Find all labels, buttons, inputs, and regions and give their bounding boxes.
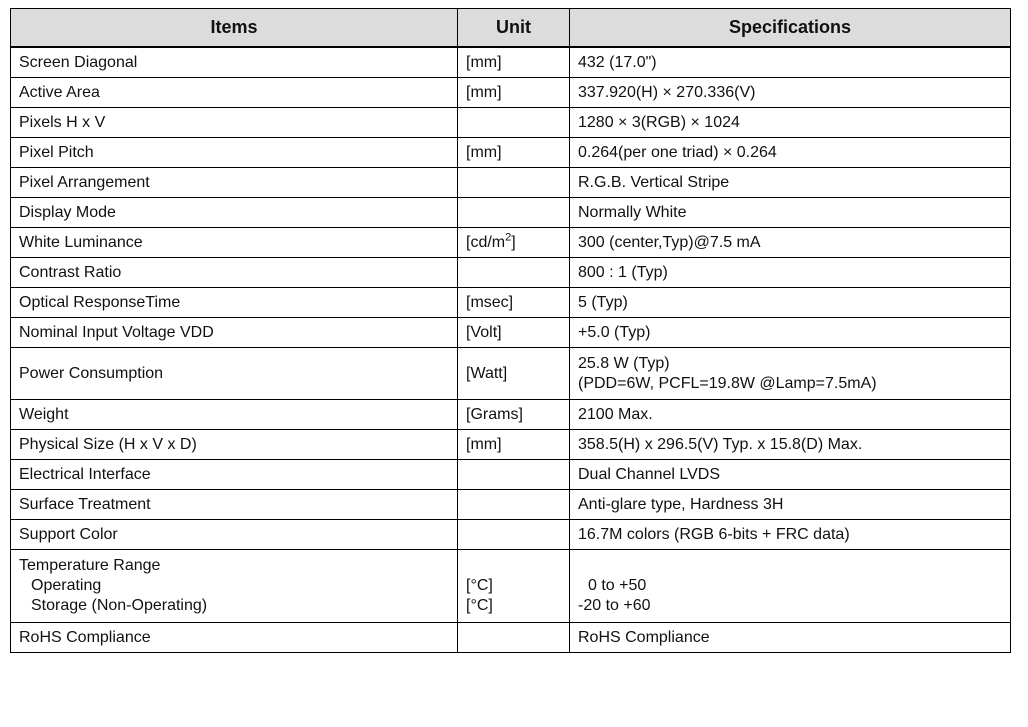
unit-cell: [Watt] [458,348,570,400]
table-row [11,460,1011,490]
spec-cell: +5.0 (Typ) [570,318,1011,348]
spec-cell: RoHS Compliance [570,623,1011,653]
item-cell: Pixel Pitch [11,138,458,168]
item-cell: Screen Diagonal [11,47,458,78]
table-row [11,520,1011,550]
spec-cell: 2100 Max. [570,400,1011,430]
spec-line: 0 to +50 [588,577,647,594]
spec-cell: 16.7M colors (RGB 6-bits + FRC data) [570,520,1011,550]
item-cell: Support Color [11,520,458,550]
table-row [11,168,1011,198]
unit-cell [458,550,570,623]
table-row [11,288,1011,318]
spec-cell: 358.5(H) x 296.5(V) Typ. x 15.8(D) Max. [570,430,1011,460]
header-unit: Unit [458,9,570,48]
unit-cell: [mm] [458,430,570,460]
spec-cell: Normally White [570,198,1011,228]
spec-cell: Dual Channel LVDS [570,460,1011,490]
item-cell: Nominal Input Voltage VDD [11,318,458,348]
spec-cell: 1280 × 3(RGB) × 1024 [570,108,1011,138]
table-row [11,198,1011,228]
spec-cell: R.G.B. Vertical Stripe [570,168,1011,198]
spec-line: -20 to +60 [578,597,651,614]
table-row [11,623,1011,653]
spec-cell [570,550,1011,623]
table-row [11,78,1011,108]
item-cell: Power Consumption [11,348,458,400]
item-cell: Contrast Ratio [11,258,458,288]
spec-line: 25.8 W (Typ) [578,354,670,372]
spec-cell: 300 (center,Typ)@7.5 mA [570,228,1011,258]
spec-cell: 5 (Typ) [570,288,1011,318]
table-row [11,400,1011,430]
specifications-table [10,8,1011,653]
unit-superscript: 2 [505,231,512,244]
item-sublabel: Storage (Non-Operating) [31,597,208,614]
header-specifications: Specifications [570,9,1011,48]
item-cell: Optical ResponseTime [11,288,458,318]
unit-cell [458,490,570,520]
unit-cell: [msec] [458,288,570,318]
spec-line: (PDD=6W, PCFL=19.8W @Lamp=7.5mA) [578,374,877,392]
unit-cell [458,168,570,198]
item-cell: Electrical Interface [11,460,458,490]
item-label: Temperature Range [19,557,161,574]
spec-cell [570,348,1011,400]
item-cell: Display Mode [11,198,458,228]
item-cell: Weight [11,400,458,430]
item-cell: Surface Treatment [11,490,458,520]
item-sublabel: Operating [31,577,102,594]
unit-cell: [Grams] [458,400,570,430]
unit-cell [458,108,570,138]
table-row [11,47,1011,78]
table-row [11,550,1011,623]
unit-cell [458,228,570,258]
table-row [11,348,1011,400]
table-row [11,430,1011,460]
item-cell [11,550,458,623]
unit-cell [458,198,570,228]
unit-cell [458,623,570,653]
spec-cell: 432 (17.0") [570,47,1011,78]
spec-cell: 800 : 1 (Typ) [570,258,1011,288]
table-row [11,490,1011,520]
unit-cell: [mm] [458,47,570,78]
table-header-row [11,9,1011,48]
table-row [11,108,1011,138]
table-row [11,318,1011,348]
unit-cell [458,460,570,490]
unit-cell: [Volt] [458,318,570,348]
table-row [11,258,1011,288]
unit-end: ] [511,233,516,251]
table-row [11,138,1011,168]
unit-line: [°C] [466,597,493,614]
item-cell: Pixels H x V [11,108,458,138]
unit-line: [°C] [466,577,493,594]
spec-cell: Anti-glare type, Hardness 3H [570,490,1011,520]
unit-base: [cd/m [466,233,506,251]
table-row [11,228,1011,258]
header-items: Items [11,9,458,48]
item-cell: Pixel Arrangement [11,168,458,198]
spec-cell: 337.920(H) × 270.336(V) [570,78,1011,108]
spec-cell: 0.264(per one triad) × 0.264 [570,138,1011,168]
item-cell: Active Area [11,78,458,108]
unit-cell [458,520,570,550]
unit-cell: [mm] [458,78,570,108]
unit-cell: [mm] [458,138,570,168]
item-cell: Physical Size (H x V x D) [11,430,458,460]
unit-cell [458,258,570,288]
item-cell: RoHS Compliance [11,623,458,653]
item-cell: White Luminance [11,228,458,258]
